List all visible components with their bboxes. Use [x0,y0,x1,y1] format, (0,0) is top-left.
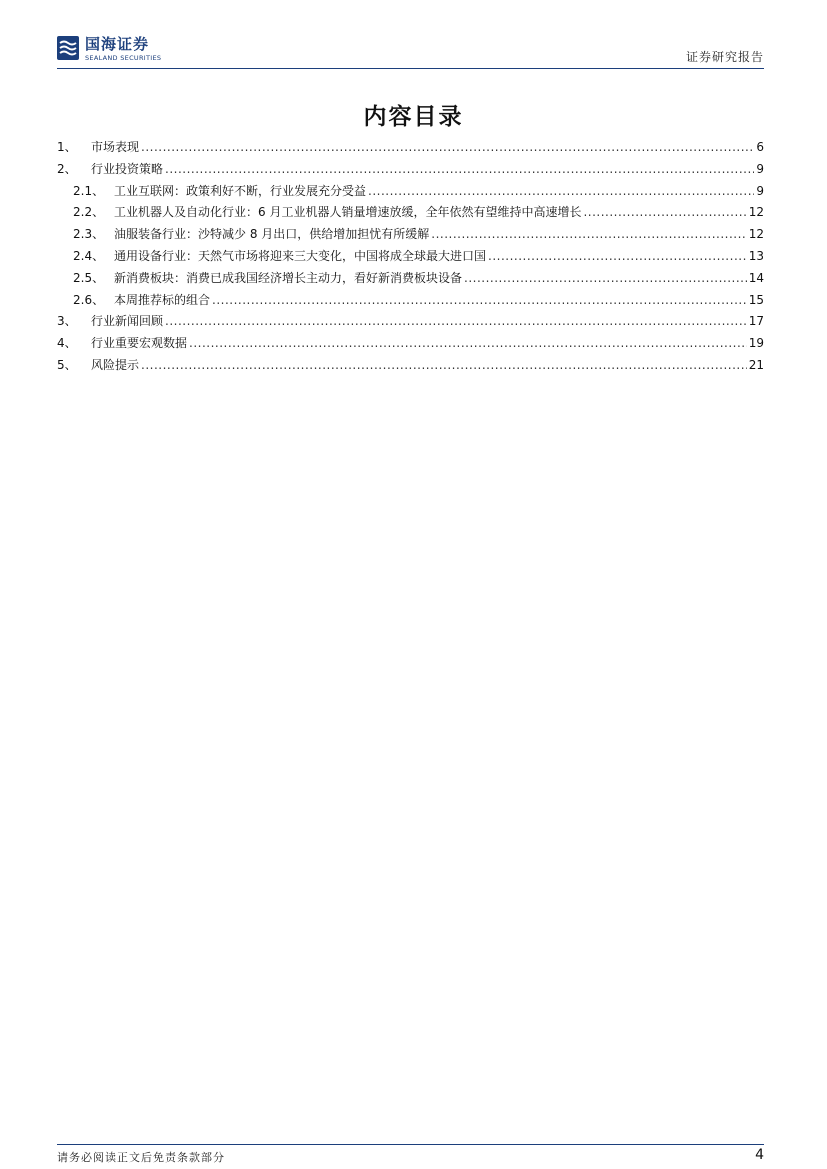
toc-dot-leader [488,246,747,268]
toc-entry-label[interactable]: 行业投资策略 [91,161,164,176]
toc-dot-leader [212,290,747,312]
toc-entry-label[interactable]: 通用设备行业：天然气市场将迎来三大变化，中国将成全球最大进口国 [114,248,487,263]
toc-entry[interactable] [57,268,764,290]
toc-entry-page: 12 [748,205,764,220]
header-divider [57,68,764,69]
toc-entry-number: 2.5、 [73,270,105,285]
toc-dot-leader [464,268,747,290]
toc-dot-leader [165,311,747,333]
toc-entry-page: 13 [748,248,764,263]
toc-entry-number: 2.3、 [73,227,105,242]
toc-dot-leader [368,181,754,203]
toc-entry-page: 21 [748,357,764,372]
report-type-label: 证券研究报告 [685,50,764,64]
toc-entry-number: 3、 [57,314,77,329]
toc-entry[interactable] [57,137,764,159]
toc-entry-label[interactable]: 工业机器人及自动化行业：6 月工业机器人销量增速放缓，全年依然有望维持中高速增长 [114,205,582,220]
footer-divider [57,1144,764,1145]
toc-entry-page: 14 [748,270,764,285]
toc-entry[interactable] [57,159,764,181]
page-number: 4 [755,1147,764,1163]
toc-entry-number: 2.1、 [73,183,105,198]
toc-entry[interactable] [57,311,764,333]
toc-dot-leader [189,333,747,355]
toc-entry[interactable] [57,181,764,203]
toc-title: 内容目录 [363,104,464,130]
page-header [57,32,764,66]
toc-entry[interactable] [57,224,764,246]
toc-entry-label[interactable]: 行业重要宏观数据 [91,336,188,351]
toc-entry-label[interactable]: 风险提示 [91,357,140,372]
toc-entry-page: 17 [748,314,764,329]
toc-entry[interactable] [57,202,764,224]
toc-dot-leader [583,202,746,224]
toc-entry[interactable] [57,355,764,377]
footer-disclaimer: 请务必阅读正文后免责条款部分 [57,1151,225,1164]
sealand-logo-icon [57,36,79,60]
toc-entry-label[interactable]: 工业互联网：政策利好不断，行业发展充分受益 [114,183,367,198]
toc-entry-number: 1、 [57,140,77,154]
toc-dot-leader [141,137,754,159]
toc-entry-page: 12 [748,227,764,242]
toc-entry-label[interactable]: 油服装备行业：沙特减少 8 月出口，供给增加担忧有所缓解 [114,227,430,242]
toc-entry-number: 2.6、 [73,292,105,307]
toc-entry-label[interactable]: 行业新闻回顾 [91,314,164,329]
toc-entry-label[interactable]: 本周推荐标的组合 [114,292,211,307]
logo-english-name: SEALAND SECURITIES [85,54,162,62]
toc-entry-label[interactable]: 新消费板块：消费已成我国经济增长主动力，看好新消费板块设备 [114,270,463,285]
toc-entry-number: 4、 [57,336,77,351]
toc-entry-page: 9 [756,161,764,176]
toc-entry[interactable] [57,246,764,268]
toc-entry[interactable] [57,290,764,312]
toc-entry-number: 2、 [57,161,77,176]
toc-entry[interactable] [57,333,764,355]
toc-dot-leader [141,355,747,377]
toc-entry-label[interactable]: 市场表现 [91,140,140,154]
toc-entry-number: 5、 [57,357,77,372]
toc-entry-page: 9 [756,183,764,198]
toc-entry-number: 2.2、 [73,205,105,220]
toc-dot-leader [165,159,754,181]
logo-chinese-name: 国海证券 [85,35,150,53]
toc-entry-page: 15 [748,292,764,307]
toc-entry-number: 2.4、 [73,248,105,263]
toc-entry-page: 19 [748,336,764,351]
table-of-contents [57,137,764,377]
toc-entry-page: 6 [756,140,764,154]
toc-dot-leader [431,224,746,246]
